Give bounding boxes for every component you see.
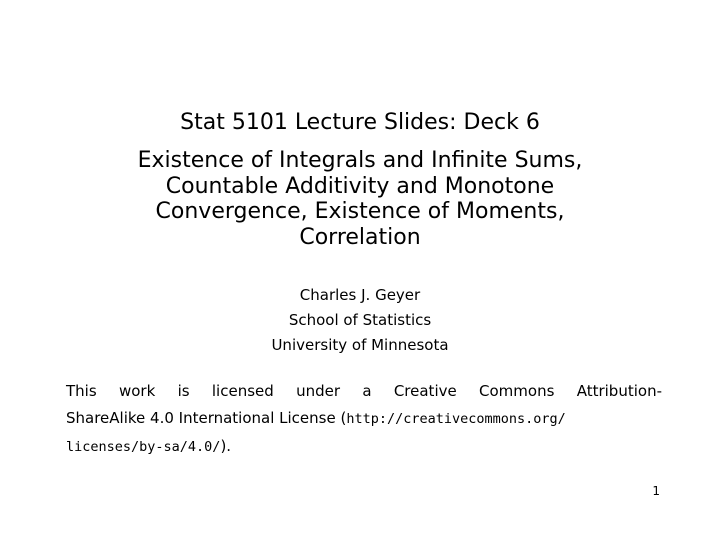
slide-title: Stat 5101 Lecture Slides: Deck 6 — [180, 110, 540, 135]
license-line-1: This work is licensed under a Creative Commons Attribution- — [66, 382, 662, 400]
license-closing: ). — [220, 437, 232, 455]
slide-subtitle — [60, 148, 660, 250]
department-name: School of Statistics — [288, 311, 432, 329]
institution-name: University of Minnesota — [271, 336, 449, 354]
license-text: ShareAlike 4.0 International License ( — [66, 409, 347, 427]
license-url-link-continued[interactable]: licenses/by-sa/4.0/ — [66, 439, 221, 455]
license-url-link[interactable]: http://creativecommons.org/ — [346, 411, 566, 427]
page-number: 1 — [652, 484, 660, 498]
license-line-3 — [66, 433, 662, 461]
author-block — [0, 283, 720, 358]
subtitle-line: Existence of Integrals and Infinite Sums, — [137, 148, 583, 173]
author-name: Charles J. Geyer — [299, 286, 421, 304]
license-notice — [66, 378, 662, 461]
subtitle-line: Countable Additivity and Monotone — [165, 173, 555, 199]
subtitle-line: Correlation — [299, 224, 421, 250]
subtitle-line: Convergence, Existence of Moments, — [155, 199, 565, 224]
license-line-2 — [66, 405, 662, 433]
